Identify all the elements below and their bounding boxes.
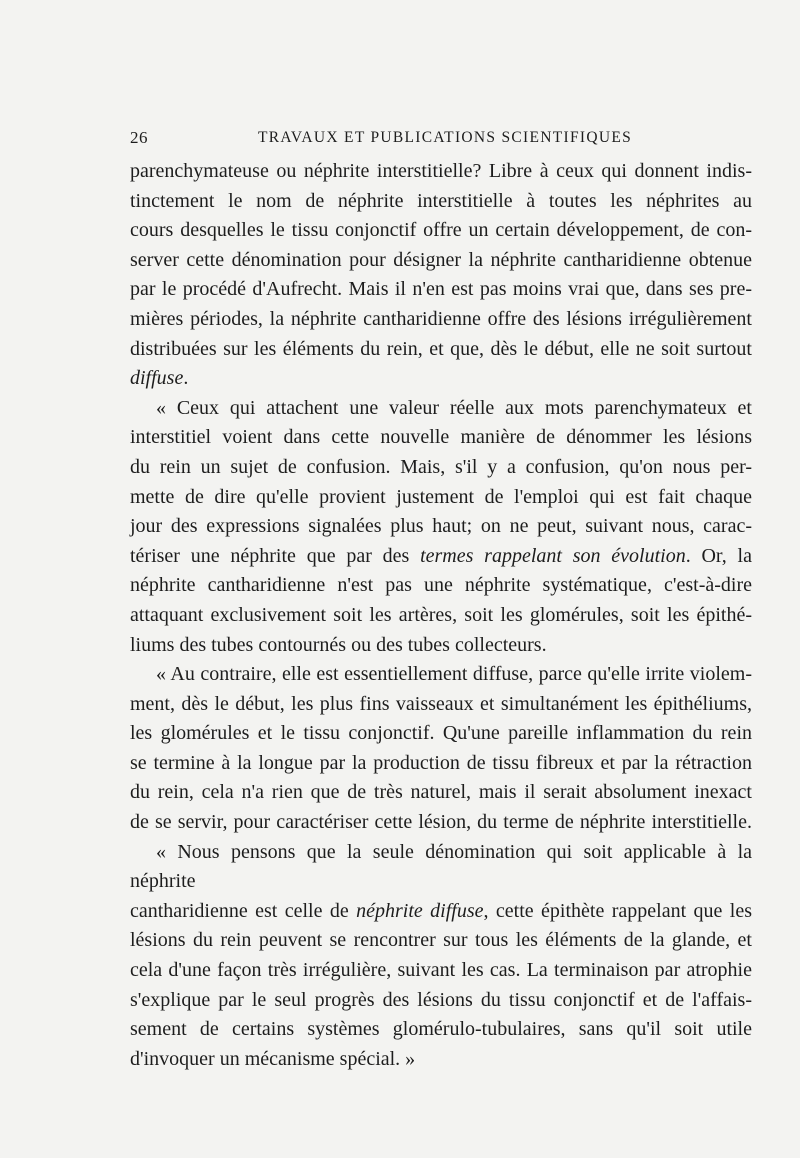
italic-term: termes rappelant son évolution xyxy=(420,544,686,567)
text-line: d'invoquer un mécanisme spécial. » xyxy=(130,1047,416,1070)
text-line: les glomérules et le tissu conjonctif. Qu'une pareille inflammation du rein xyxy=(130,722,752,745)
text-line: cantharidienne est celle de néphrite diffuse, cette épithète rappelant que les xyxy=(130,899,752,922)
text-line: cours desquelles le tissu conjonctif offre un certain développement, de con- xyxy=(130,219,752,242)
text-line: du rein un sujet de confusion. Mais, s'il y a confusion, qu'on nous per- xyxy=(130,455,752,478)
body-text xyxy=(130,157,752,1074)
text-line: mette de dire qu'elle provient justement de l'emploi qui est fait chaque xyxy=(130,485,752,508)
text-line: distribuées sur les éléments du rein, et que, dès le début, elle ne soit surtout xyxy=(130,337,752,360)
text-line: attaquant exclusivement soit les artères, soit les glomérules, soit les épithé- xyxy=(130,603,752,626)
text-line: « Ceux qui attachent une valeur réelle aux mots parenchymateux et xyxy=(156,396,752,419)
text-line: de se servir, pour caractériser cette lésion, du terme de néphrite interstitielle. xyxy=(130,811,752,834)
text-line: par le procédé d'Aufrecht. Mais il n'en est pas moins vrai que, dans ses pre- xyxy=(130,278,752,301)
text-line: liums des tubes contournés ou des tubes collecteurs. xyxy=(130,633,547,656)
text-line: lésions du rein peuvent se rencontrer sur tous les éléments de la glande, et xyxy=(130,929,752,952)
text-line: server cette dénomination pour désigner la néphrite cantharidienne obtenue xyxy=(130,248,752,271)
text-line: se termine à la longue par la production de tissu fibreux et par la rétraction xyxy=(130,751,752,774)
text-line: s'explique par le seul progrès des lésions du tissu conjonctif et de l'affais- xyxy=(130,988,752,1011)
text-line: diffuse. xyxy=(130,367,189,390)
text-line: cela d'une façon très irrégulière, suivant les cas. La terminaison par atrophie xyxy=(130,959,752,982)
text-line: mières périodes, la néphrite cantharidienne offre des lésions irrégulièrement xyxy=(130,307,752,330)
text-line: tinctement le nom de néphrite interstitielle à toutes les néphrites au xyxy=(130,189,752,212)
page-header xyxy=(130,128,752,152)
text-line: « Nous pensons que la seule dénomination qui soit applicable à la néphrite xyxy=(130,840,752,893)
text-line: ment, dès le début, les plus fins vaisseaux et simultanément les épithéliums, xyxy=(130,692,752,715)
running-title: TRAVAUX ET PUBLICATIONS SCIENTIFIQUES xyxy=(258,129,633,146)
text-line: du rein, cela n'a rien que de très naturel, mais il serait absolument inexact xyxy=(130,781,752,804)
text-line: parenchymateuse ou néphrite interstitielle? Libre à ceux qui donnent indis- xyxy=(130,160,752,182)
text-line: interstitiel voient dans cette nouvelle manière de dénommer les lésions xyxy=(130,426,752,449)
text-line: jour des expressions signalées plus haut; on ne peut, suivant nous, carac- xyxy=(130,515,752,538)
text-line: « Au contraire, elle est essentiellement diffuse, parce qu'elle irrite violem- xyxy=(156,663,752,686)
paragraph xyxy=(130,157,752,394)
paragraph xyxy=(130,838,752,1075)
page-number: 26 xyxy=(130,128,148,147)
paragraph xyxy=(130,394,752,660)
text-line: tériser une néphrite que par des termes rappelant son évolution. Or, la xyxy=(130,544,752,567)
text-line: sement de certains systèmes glomérulo-tubulaires, sans qu'il soit utile xyxy=(130,1018,752,1041)
italic-term: néphrite diffuse xyxy=(356,899,484,922)
italic-term: diffuse xyxy=(130,367,184,390)
paragraph xyxy=(130,660,752,838)
text-line: néphrite cantharidienne n'est pas une néphrite systématique, c'est-à-dire xyxy=(130,574,752,597)
